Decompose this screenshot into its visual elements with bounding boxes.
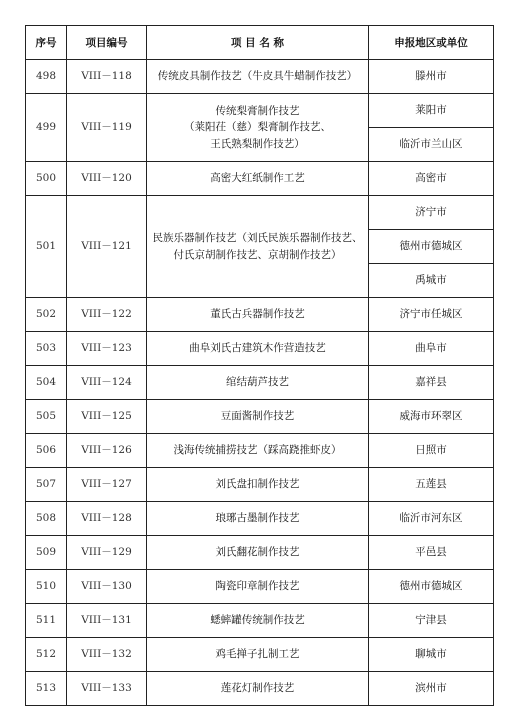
serial-number-cell: 504 <box>26 366 67 400</box>
region-cell: 滨州市 <box>369 672 494 706</box>
table-row <box>26 434 494 468</box>
project-name-text <box>147 510 368 526</box>
project-name-text <box>147 340 368 356</box>
project-code-cell: VIII－128 <box>67 502 147 536</box>
project-name-line: 豆面酱制作技艺 <box>220 410 295 423</box>
project-code-cell: VIII－118 <box>67 60 147 94</box>
region-cell: 临沂市河东区 <box>369 502 494 536</box>
region-cell: 济宁市任城区 <box>369 298 494 332</box>
project-code-cell: VIII－131 <box>67 604 147 638</box>
project-name-text <box>147 646 368 662</box>
region-cell: 高密市 <box>369 162 494 196</box>
serial-number-cell: 507 <box>26 468 67 502</box>
table-row <box>26 400 494 434</box>
project-name-cell <box>147 94 369 162</box>
project-name-line: 曲阜刘氏古建筑木作营造技艺 <box>189 342 326 355</box>
serial-number-cell: 500 <box>26 162 67 196</box>
region-cell: 滕州市 <box>369 60 494 94</box>
project-name-line: 浅海传统捕捞技艺（踩高跷推虾皮） <box>173 444 342 457</box>
serial-number-cell: 505 <box>26 400 67 434</box>
project-code-cell: VIII－123 <box>67 332 147 366</box>
serial-number-cell: 499 <box>26 94 67 162</box>
project-name-text <box>147 374 368 390</box>
table-row <box>26 638 494 672</box>
project-name-line: 付氏京胡制作技艺、京胡制作技艺） <box>173 248 342 261</box>
project-name-cell <box>147 502 369 536</box>
project-name-text <box>147 544 368 560</box>
project-code-cell: VIII－129 <box>67 536 147 570</box>
serial-number-cell: 502 <box>26 298 67 332</box>
serial-number-cell: 510 <box>26 570 67 604</box>
project-name-text <box>147 68 368 84</box>
table-row <box>26 94 494 128</box>
project-name-line: 陶瓷印章制作技艺 <box>215 580 300 593</box>
header-project-code: 项目编号 <box>67 26 147 60</box>
project-name-line: 绾结葫芦技艺 <box>226 376 289 389</box>
serial-number-cell: 501 <box>26 196 67 298</box>
project-code-cell: VIII－126 <box>67 434 147 468</box>
project-name-cell <box>147 400 369 434</box>
region-cell: 莱阳市 <box>369 94 494 128</box>
region-cell: 曲阜市 <box>369 332 494 366</box>
project-code-cell: VIII－130 <box>67 570 147 604</box>
project-name-line: （莱阳茌（慈）梨膏制作技艺、 <box>184 121 331 134</box>
project-code-cell: VIII－132 <box>67 638 147 672</box>
project-name-cell <box>147 468 369 502</box>
header-project-name: 项 目 名 称 <box>147 26 369 60</box>
table-row <box>26 332 494 366</box>
table-row <box>26 468 494 502</box>
project-code-cell: VIII－121 <box>67 196 147 298</box>
project-code-cell: VIII－120 <box>67 162 147 196</box>
header-serial-number: 序号 <box>26 26 67 60</box>
table-row <box>26 502 494 536</box>
project-name-text <box>147 578 368 594</box>
serial-number-cell: 511 <box>26 604 67 638</box>
project-name-line: 董氏古兵器制作技艺 <box>210 308 305 321</box>
region-cell: 禹城市 <box>369 264 494 298</box>
table-row <box>26 162 494 196</box>
project-name-line: 刘氏翻花制作技艺 <box>215 546 300 559</box>
project-name-text <box>147 680 368 696</box>
table-row <box>26 366 494 400</box>
project-code-cell: VIII－125 <box>67 400 147 434</box>
project-name-cell <box>147 60 369 94</box>
table-header-row <box>26 26 494 60</box>
region-cell: 日照市 <box>369 434 494 468</box>
region-cell: 德州市德城区 <box>369 570 494 604</box>
region-cell: 聊城市 <box>369 638 494 672</box>
region-cell: 临沂市兰山区 <box>369 128 494 162</box>
project-name-cell <box>147 366 369 400</box>
project-name-cell <box>147 196 369 298</box>
region-cell: 五莲县 <box>369 468 494 502</box>
table-row <box>26 60 494 94</box>
serial-number-cell: 512 <box>26 638 67 672</box>
project-code-cell: VIII－122 <box>67 298 147 332</box>
serial-number-cell: 498 <box>26 60 67 94</box>
table-row <box>26 298 494 332</box>
project-name-cell <box>147 570 369 604</box>
project-name-cell <box>147 638 369 672</box>
serial-number-cell: 509 <box>26 536 67 570</box>
project-name-text <box>147 306 368 322</box>
serial-number-cell: 503 <box>26 332 67 366</box>
project-name-line: 刘氏盘扣制作技艺 <box>215 478 300 491</box>
region-cell: 德州市德城区 <box>369 230 494 264</box>
heritage-project-table <box>25 25 494 706</box>
header-region: 申报地区或单位 <box>369 26 494 60</box>
project-name-text <box>147 103 368 152</box>
project-code-cell: VIII－119 <box>67 94 147 162</box>
table-row <box>26 196 494 230</box>
project-name-cell <box>147 604 369 638</box>
project-name-cell <box>147 434 369 468</box>
project-name-cell <box>147 536 369 570</box>
table-row <box>26 570 494 604</box>
project-name-cell <box>147 332 369 366</box>
project-code-cell: VIII－133 <box>67 672 147 706</box>
project-name-cell <box>147 162 369 196</box>
project-code-cell: VIII－127 <box>67 468 147 502</box>
region-cell: 平邑县 <box>369 536 494 570</box>
project-name-line: 高密大红纸制作工艺 <box>210 172 305 185</box>
region-cell: 威海市环翠区 <box>369 400 494 434</box>
serial-number-cell: 508 <box>26 502 67 536</box>
table-row <box>26 536 494 570</box>
project-name-line: 王氏熟梨制作技艺） <box>210 137 305 150</box>
project-name-text <box>147 612 368 628</box>
project-name-line: 鸡毛掸子扎制工艺 <box>215 648 300 661</box>
table-row <box>26 604 494 638</box>
table-body <box>26 60 494 706</box>
region-cell: 济宁市 <box>369 196 494 230</box>
project-name-text <box>147 170 368 186</box>
table-row <box>26 672 494 706</box>
project-name-line: 传统梨膏制作技艺 <box>215 105 300 118</box>
project-name-line: 琅琊古墨制作技艺 <box>215 512 300 525</box>
project-name-line: 传统皮具制作技艺（牛皮具牛蜡制作技艺） <box>157 70 358 83</box>
project-name-line: 民族乐器制作技艺（刘氏民族乐器制作技艺、 <box>152 232 363 245</box>
serial-number-cell: 513 <box>26 672 67 706</box>
region-cell: 嘉祥县 <box>369 366 494 400</box>
project-name-text <box>147 230 368 263</box>
project-name-line: 蟋蟀罐传统制作技艺 <box>210 614 305 627</box>
serial-number-cell: 506 <box>26 434 67 468</box>
project-name-text <box>147 476 368 492</box>
region-cell: 宁津县 <box>369 604 494 638</box>
project-name-text <box>147 442 368 458</box>
project-name-text <box>147 408 368 424</box>
project-name-line: 莲花灯制作技艺 <box>220 682 295 695</box>
project-code-cell: VIII－124 <box>67 366 147 400</box>
project-name-cell <box>147 298 369 332</box>
project-name-cell <box>147 672 369 706</box>
